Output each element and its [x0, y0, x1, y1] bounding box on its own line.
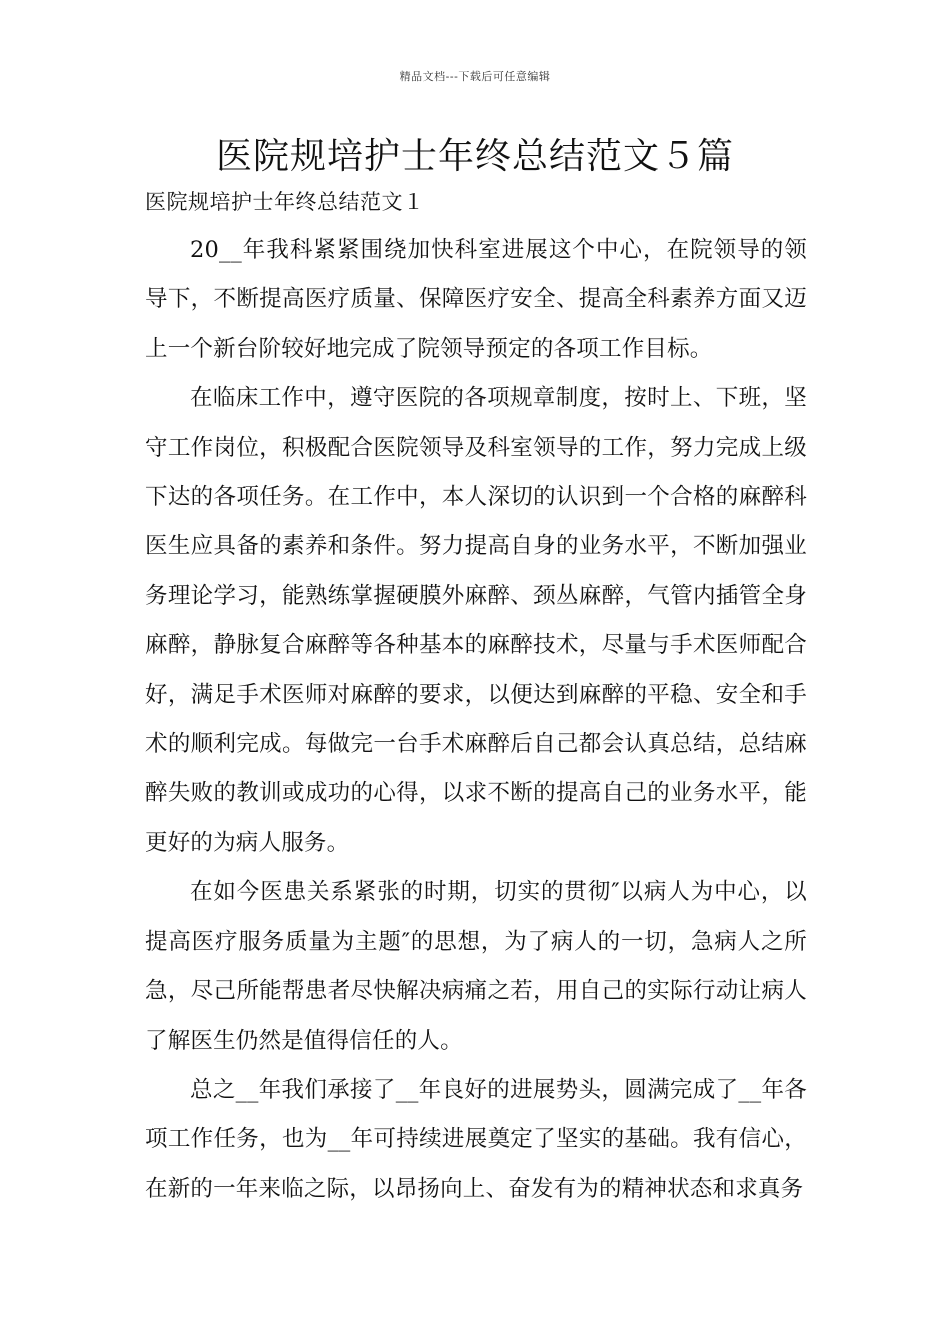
- header-note: 精品文档---下载后可任意编辑: [399, 70, 551, 83]
- document-body: [145, 226, 807, 1214]
- section-subtitle: 医院规培护士年终总结范文１: [145, 190, 425, 214]
- paragraph-4: 总之__年我们承接了__年良好的进展势头，圆满完成了__年各项工作任务，也为__年可持续进展奠定了坚实的基础。我有信心，在新的一年来临之际，以昂扬向上、奋发有为的精神状态和求真务: [145, 1076, 807, 1202]
- paragraph-2: 在临床工作中，遵守医院的各项规章制度，按时上、下班，坚守工作岗位，积极配合医院领导及科室领导的工作，努力完成上级下达的各项任务。在工作中，本人深切的认识到一个合格的麻醉科医生应具备的素养和条件。努力提高自身的业务水平，不断加强业务理论学习，能熟练掌握硬膜外麻醉、颈丛麻醉，气管内插管全身麻醉，静脉复合麻醉等各种基本的麻醉技术，尽量与手术医师配合好，满足手术医师对麻醉的要求，以便达到麻醉的平稳、安全和手术的顺利完成。每做完一台手术麻醉后自己都会认真总结，总结麻醉失败的教训或成功的心得，以求不断的提高自己的业务水平，能更好的为病人服务。: [145, 385, 807, 856]
- document-title: 医院规培护士年终总结范文５篇: [215, 136, 734, 177]
- paragraph-1: 20__年我科紧紧围绕加快科室进展这个中心，在院领导的领导下，不断提高医疗质量、保障医疗安全、提高全科素养方面又迈上一个新台阶较好地完成了院领导预定的各项工作目标。: [145, 237, 807, 362]
- paragraph-3: 在如今医患关系紧张的时期，切实的贯彻″以病人为中心，以提高医疗服务质量为主题″的思想，为了病人的一切，急病人之所急，尽己所能帮患者尽快解决病痛之若，用自己的实际行动让病人了解医生仍然是值得信任的人。: [145, 879, 807, 1054]
